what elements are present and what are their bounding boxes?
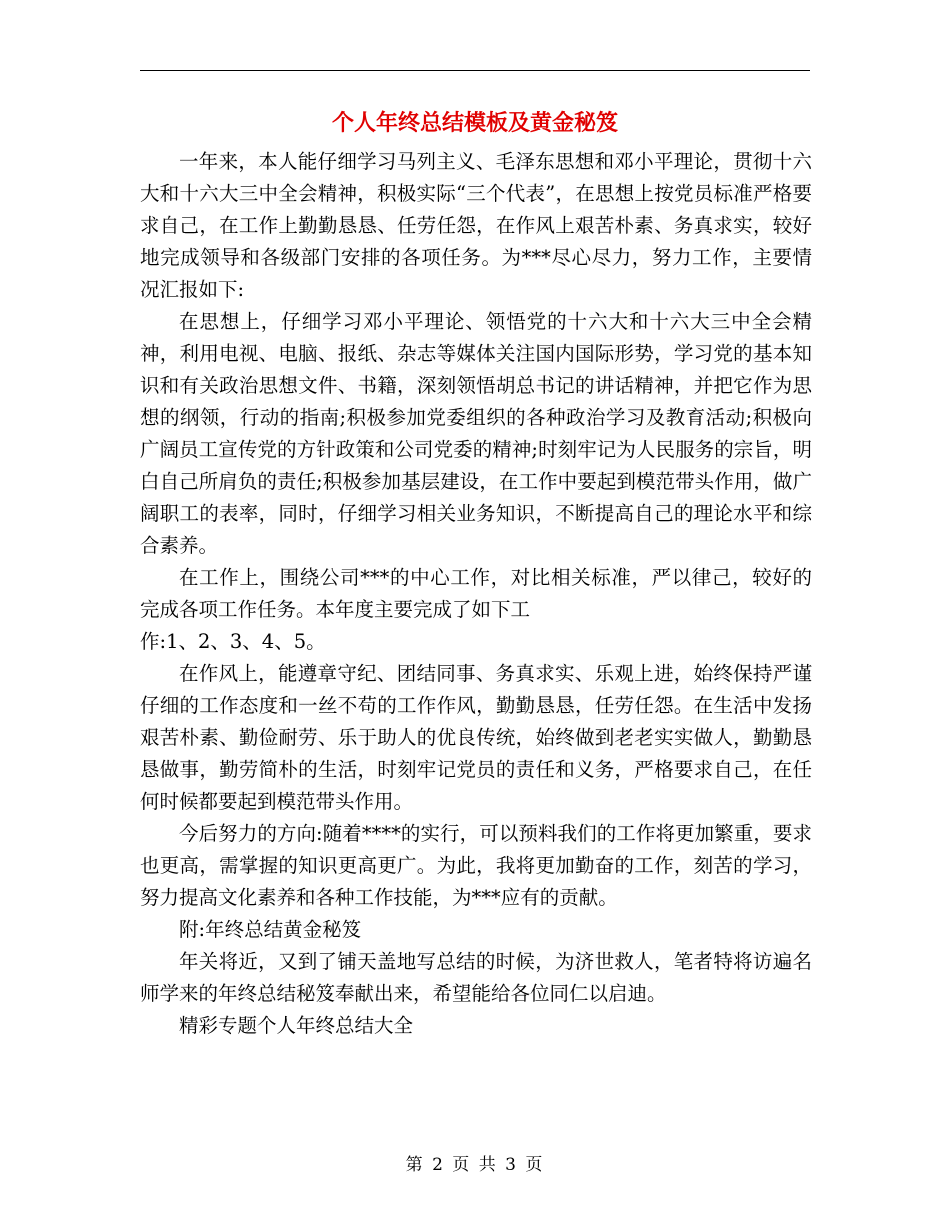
document-title: 个人年终总结模板及黄金秘笈 [331,110,618,136]
header-rule [140,70,810,71]
paragraph-work-items: 作:1、2、3、4、5。 [140,630,326,653]
page-number: 第 2 页 共 3 页 [405,1155,545,1175]
paragraph-work: 在工作上，围绕公司***的中心工作，对比相关标准，严以律己，较好的完成各项工作任务。本年度主要完成了如下工 [140,566,812,621]
paragraph-thought: 在思想上，仔细学习邓小平理论、领悟党的十六大和十六大三中全会精神，利用电视、电脑、报纸、杂志等媒体关注国内国际形势，学习党的基本知识和有关政治思想文件、书籍，深刻领悟胡总书记的讲话精神，并把它作为思想的纲领，行动的指南;积极参加党委组织的各种政治学习及教育活动;积极向广阔员工宣传党的方针政策和公司党委的精神;时刻牢记为人民服务的宗旨，明白自己所肩负的责任;积极参加基层建设，在工作中要起到模范带头作用，做广阔职工的表率，同时，仔细学习相关业务知识，不断提高自己的理论水平和综合素养。 [140,310,812,557]
paragraph-appendix-heading: 附:年终总结黄金秘笈 [179,918,362,941]
document-body [140,146,812,1042]
paragraph-future: 今后努力的方向:随着****的实行，可以预料我们的工作将更加繁重，要求也更高，需掌握的知识更高更广。为此，我将更加勤奋的工作，刻苦的学习，努力提高文化素养和各种工作技能，为***应有的贡献。 [140,822,812,909]
paragraph-style: 在作风上，能遵章守纪、团结同事、务真求实、乐观上进，始终保持严谨仔细的工作态度和一丝不苟的工作作风，勤勤恳恳，任劳任怨。在生活中发扬艰苦朴素、勤俭耐劳、乐于助人的优良传统，始终做到老老实实做人，勤勤恳恳做事，勤劳简朴的生活，时刻牢记党员的责任和义务，严格要求自己，在任何时候都要起到模范带头作用。 [140,662,812,813]
paragraph-topic-link: 精彩专题个人年终总结大全 [179,1014,414,1037]
paragraph-appendix-intro: 年关将近，又到了铺天盖地写总结的时候，为济世救人，笔者特将访遍名师学来的年终总结秘笈奉献出来，希望能给各位同仁以启迪。 [140,950,812,1005]
paragraph-intro: 一年来，本人能仔细学习马列主义、毛泽东思想和邓小平理论，贯彻十六大和十六大三中全会精神，积极实际“三个代表”，在思想上按党员标准严格要求自己，在工作上勤勤恳恳、任劳任怨，在作风上艰苦朴素、务真求实，较好地完成领导和各级部门安排的各项任务。为***尽心尽力，努力工作，主要情况汇报如下: [140,150,812,301]
